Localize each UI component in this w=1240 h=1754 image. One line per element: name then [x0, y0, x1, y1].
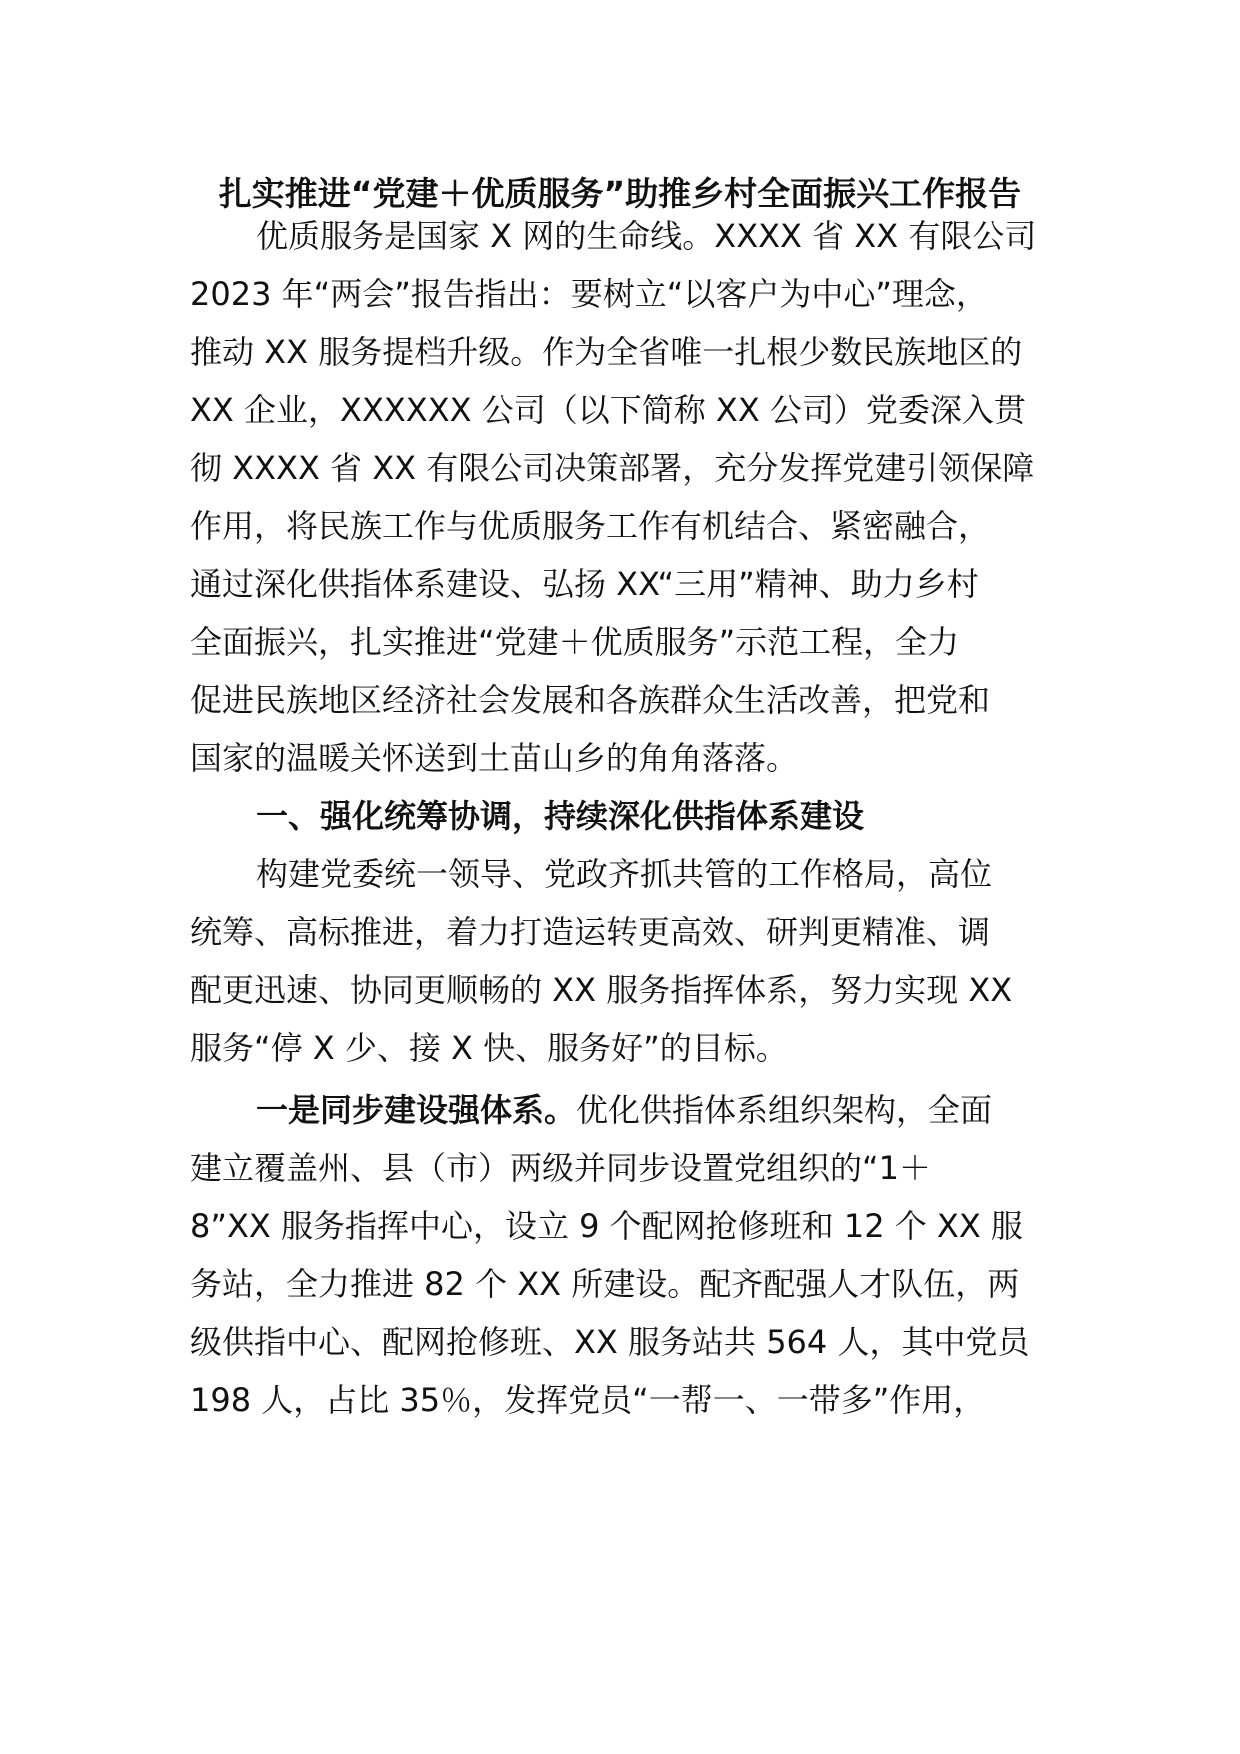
point-line: 务站，全力推进 82 个 XX 所建设。配齐配强人才队伍，两 [190, 1265, 1020, 1303]
section-line: 构建党委统一领导、党政齐抓共管的工作格局，高位 [256, 855, 993, 893]
section-line: 配更迅速、协同更顺畅的 XX 服务指挥体系，努力实现 XX [190, 971, 1013, 1009]
point-line: 8”XX 服务指挥中心，设立 9 个配网抢修班和 12 个 XX 服 [190, 1207, 1023, 1245]
section-heading: 一、强化统筹协调，持续深化供指体系建设 [256, 797, 865, 835]
intro-line: 全面振兴，扎实推进“党建＋优质服务”示范工程，全力 [190, 623, 960, 661]
intro-line: 国家的温暖关怀送到土苗山乡的角角落落。 [190, 739, 799, 777]
point-line: 建立覆盖州、县（市）两级并同步设置党组织的“1＋ [190, 1149, 931, 1187]
intro-line: 2023 年“两会”报告指出：要树立“以客户为中心”理念， [190, 275, 988, 313]
section-line: 统筹、高标推进，着力打造运转更高效、研判更精准、调 [190, 913, 991, 951]
intro-line: XX 企业，XXXXXX 公司（以下简称 XX 公司）党委深入贯 [190, 391, 1026, 429]
intro-line: 通过深化供指体系建设、弘扬 XX“三用”精神、助力乡村 [190, 565, 979, 603]
point-line: 级供指中心、配网抢修班、XX 服务站共 564 人，其中党员 [190, 1323, 1030, 1361]
document-title: 扎实推进“党建＋优质服务”助推乡村全面振兴工作报告 [218, 174, 1022, 213]
point-line: 198 人，占比 35％，发挥党员“一帮一、一带多”作用， [190, 1381, 986, 1419]
section-line: 服务“停 X 少、接 X 快、服务好”的目标。 [190, 1029, 788, 1067]
intro-line: 作用，将民族工作与优质服务工作有机结合、紧密融合， [190, 507, 991, 545]
intro-line: 彻 XXXX 省 XX 有限公司决策部署，充分发挥党建引领保障 [190, 449, 1035, 487]
intro-line: 推动 XX 服务提档升级。作为全省唯一扎根少数民族地区的 [190, 333, 1023, 371]
point-first-line [256, 1088, 992, 1132]
intro-line: 优质服务是国家 X 网的生命线。XXXX 省 XX 有限公司 [256, 217, 1037, 255]
intro-line: 促进民族地区经济社会发展和各族群众生活改善，把党和 [190, 681, 991, 719]
point-lead: 一是同步建设强体系。 [256, 1091, 577, 1129]
point-first-rest: 优化供指体系组织架构，全面 [576, 1091, 993, 1129]
